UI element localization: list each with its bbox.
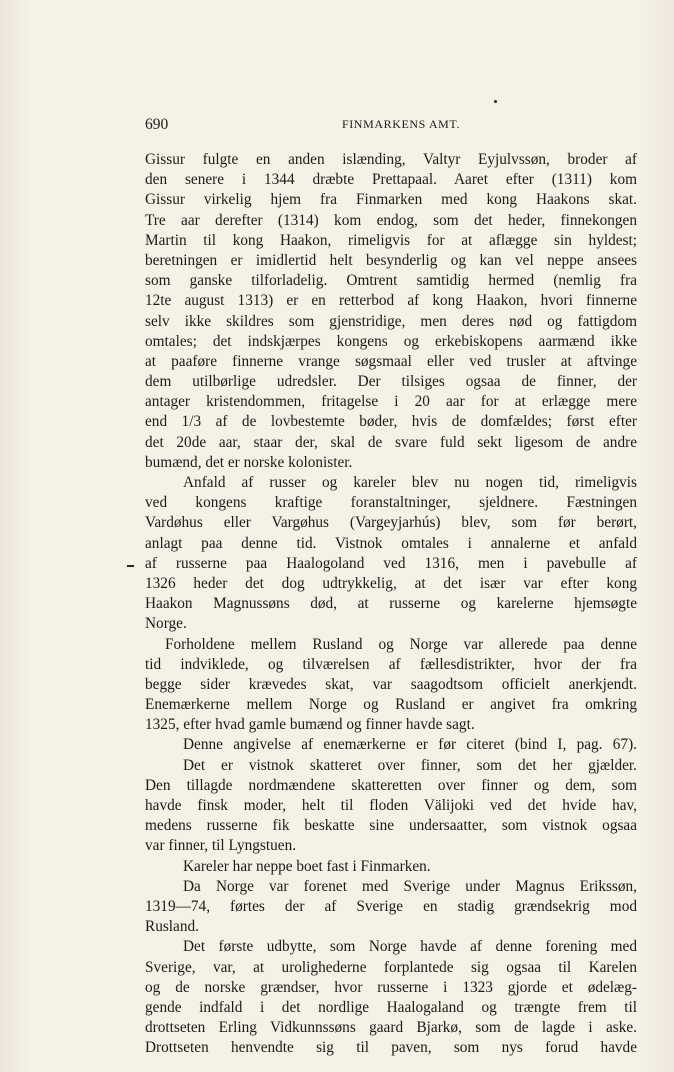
text-line: og de norske grændser, hvor russerne i 1323 gjorde et ødelæg- — [145, 978, 637, 996]
text-line: Norge. — [145, 615, 187, 633]
text-line: antager kristendommen, fritagelse i 20 aar for at erlægge mere — [145, 393, 637, 411]
text-line: begge sider krævedes skat, var saagodtsom officielt anerkjendt. — [145, 675, 637, 693]
text-line: drottseten Erling Vidkunnssøns gaard Bjarkø, som de lagde i aske. — [145, 1019, 637, 1037]
text-line: Vardøhus eller Vargøhus (Vargeyjarhús) blev, som før berørt, — [145, 514, 637, 532]
text-line: bumænd, det er norske kolonister. — [145, 453, 353, 471]
text-line: Denne angivelse af enemærkerne er før citeret (bind I, pag. 67). — [183, 736, 637, 754]
margin-mark — [127, 565, 134, 567]
text-line: 12te august 1313) er en retterbod af kong Haakon, hvori finnerne — [145, 292, 637, 310]
text-line: Tre aar derefter (1314) kom endog, som det heder, finnekongen — [145, 211, 637, 229]
text-line: havde finsk moder, helt til floden Välijoki ved det hvide hav, — [145, 797, 637, 814]
text-line: medens russerne fik beskatte sine undersaatter, som vistnok ogsaa — [145, 817, 637, 835]
text-line: tid indviklede, og tilværelsen af fællesdistrikter, hvor der fra — [145, 655, 637, 673]
text-line: Sverige, var, at urolighederne forplantede sig ogsaa til Karelen — [145, 958, 637, 976]
text-line: Kareler har neppe boet fast i Finmarken. — [183, 857, 431, 875]
page-number: 690 — [145, 116, 169, 133]
text-line: Det er vistnok skatteret over finner, som det her gjælder. — [183, 756, 637, 774]
text-line: 1325, efter hvad gamle bumænd og finner havde sagt. — [145, 716, 475, 734]
text-line: Enemærkerne mellem Norge og Rusland er angivet fra omkring — [145, 696, 637, 714]
page-header — [145, 116, 637, 136]
text-line: var finner, til Lyngstuen. — [145, 837, 297, 855]
text-line: end 1/3 af de lovbestemte bøder, hvis de domfældes; først efter — [145, 413, 637, 431]
text-line: ved kongens kraftige foranstaltninger, sjeldnere. Fæstningen — [145, 494, 637, 512]
text-line: som ganske tilforladelig. Omtrent samtidig hermed (nemlig fra — [145, 272, 637, 290]
text-line: Rusland. — [145, 918, 199, 936]
text-line: Det første udbytte, som Norge havde af denne forening med — [183, 938, 637, 956]
text-line: beretningen er imidlertid helt besynderlig og kan vel neppe ansees — [145, 251, 637, 269]
text-line: selv ikke skildres som gjenstridige, men deres nød og fattigdom — [145, 312, 637, 330]
text-line: at paaføre finnerne vrange søgsmaal eller ved trusler at aftvinge — [145, 352, 637, 370]
text-line: Da Norge var forenet med Sverige under Magnus Erikssøn, — [183, 877, 637, 895]
text-line: Gissur fulgte en anden islænding, Valtyr Eyjulvssøn, broder af — [145, 151, 637, 168]
text-line: gende indfald i det nordlige Haalogaland og trængte frem til — [145, 998, 637, 1016]
text-line: Anfald af russer og kareler blev nu nogen tid, rimeligvis — [183, 474, 637, 491]
text-line: Martin til kong Haakon, rimeligvis for at aflægge sin hyldest; — [145, 231, 637, 249]
text-line: Den tillagde nordmændene skatteretten over finner og dem, som — [145, 776, 637, 794]
text-line: 1326 heder det dog udtrykkelig, at det især var efter kong — [145, 574, 637, 592]
text-line: af russerne paa Haalogoland ved 1316, men i pavebulle af — [145, 554, 637, 572]
text-line: anlagt paa denne tid. Vistnok omtales i annalerne et anfald — [145, 534, 637, 552]
text-line: den senere i 1344 dræbte Prettapaal. Aaret efter (1311) kom — [145, 171, 637, 189]
text-line: 1319—74, førtes der af Sverige en stadig grændsekrig mod — [145, 897, 637, 915]
text-line: dem utilbørlige udredsler. Der tilsiges ogsaa de finner, der — [145, 373, 637, 391]
running-head: FINMARKENS AMT. — [341, 117, 461, 131]
text-line: det 20de aar, staar der, skal de svare fuld sekt ligesom de andre — [145, 433, 637, 451]
text-line: omtales; det indskjærpes kongens og erkebiskopens aarmænd ikke — [145, 332, 637, 350]
body-text — [145, 150, 637, 1058]
text-line: Gissur virkelig hjem fra Finmarken med kong Haakons skat. — [145, 191, 637, 209]
text-line: Drottseten henvendte sig til paven, som nys forud havde — [145, 1039, 637, 1057]
text-line: Forholdene mellem Rusland og Norge var allerede paa denne — [165, 635, 637, 653]
ink-speck — [494, 100, 497, 103]
text-line: Haakon Magnussøns død, at russerne og karelerne hjemsøgte — [145, 595, 637, 613]
